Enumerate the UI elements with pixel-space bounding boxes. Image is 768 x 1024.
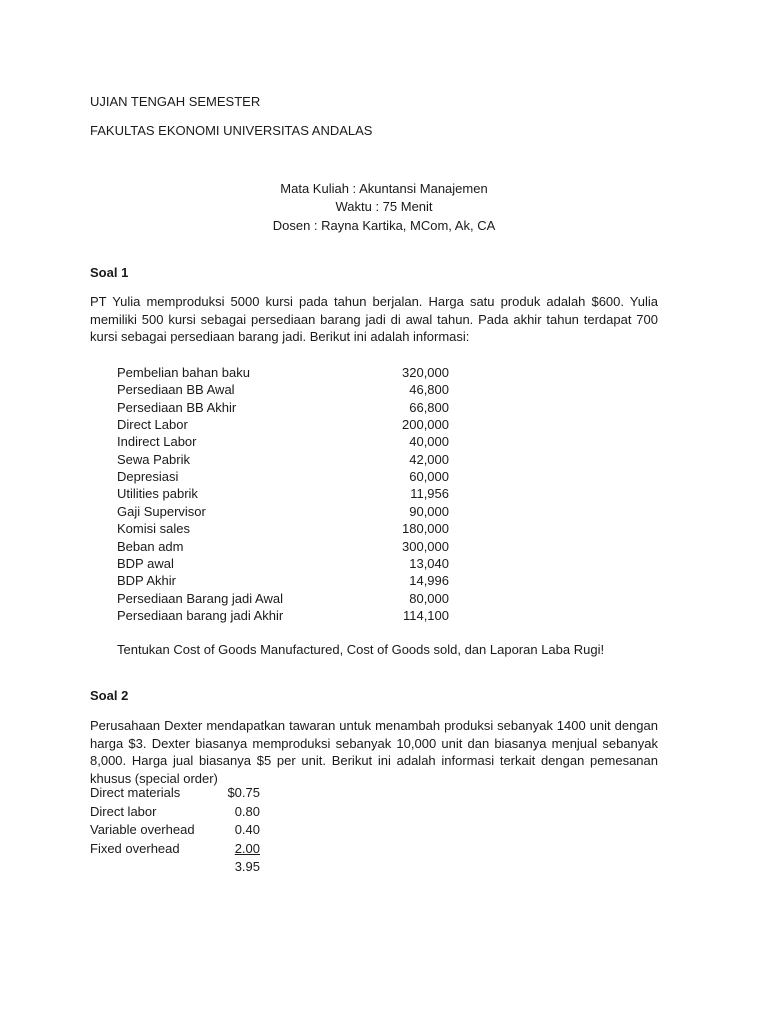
- soal1-instruction: Tentukan Cost of Goods Manufactured, Cost of Goods sold, dan Laporan Laba Rugi!: [117, 642, 605, 657]
- soal2-heading: Soal 2: [90, 688, 129, 703]
- soal1-item-value: 114,100: [402, 607, 449, 623]
- soal1-item-value: 90,000: [409, 503, 449, 519]
- soal1-item-label: Persediaan Barang jadi Awal: [117, 590, 283, 606]
- soal2-cost-row: [90, 822, 260, 840]
- soal1-item-label: Komisi sales: [117, 521, 190, 537]
- soal1-item-label: Persediaan BB Akhir: [117, 399, 237, 415]
- soal1-item-value: 300,000: [402, 538, 449, 554]
- soal2-cost-row: [90, 841, 260, 859]
- soal1-item-row: [117, 521, 449, 538]
- soal1-item-label: BDP Akhir: [117, 573, 177, 589]
- soal1-item-row: [117, 539, 449, 556]
- soal1-item-row: [117, 365, 449, 382]
- soal2-total-value: 3.95: [234, 859, 260, 874]
- soal1-item-value: 14,996: [409, 573, 449, 589]
- soal2-cost-label: Variable overhead: [90, 822, 195, 838]
- exam-duration: Waktu : 75 Menit: [335, 199, 433, 214]
- soal1-item-label: Direct Labor: [117, 417, 188, 433]
- soal1-item-label: Indirect Labor: [117, 434, 197, 450]
- soal1-item-value: 200,000: [402, 417, 449, 433]
- soal1-item-value: 11,956: [410, 486, 449, 502]
- soal1-item-label: BDP awal: [117, 555, 174, 571]
- soal1-item-label: Utilities pabrik: [117, 486, 198, 502]
- soal2-cost-value: 0.80: [234, 803, 260, 819]
- soal2-cost-label: Fixed overhead: [90, 840, 180, 856]
- soal1-item-value: 40,000: [409, 434, 449, 450]
- soal2-cost-row: [90, 785, 260, 803]
- soal1-item-row: [117, 417, 449, 434]
- soal1-item-label: Persediaan BB Awal: [117, 382, 235, 398]
- soal1-item-label: Persediaan barang jadi Akhir: [117, 607, 284, 623]
- course-name: Mata Kuliah : Akuntansi Manajemen: [280, 181, 488, 196]
- soal1-item-row: [117, 434, 449, 451]
- soal1-item-row: [117, 452, 449, 469]
- soal1-heading: Soal 1: [90, 265, 129, 280]
- soal2-total-row: [90, 859, 260, 877]
- soal2-cost-value: $0.75: [227, 785, 260, 800]
- soal1-item-value: 60,000: [409, 469, 449, 485]
- soal1-item-label: Beban adm: [117, 538, 184, 554]
- soal1-item-value: 80,000: [409, 590, 449, 606]
- soal2-cost-label: Direct materials: [90, 785, 181, 800]
- soal1-item-label: Pembelian bahan baku: [117, 365, 250, 380]
- soal2-cost-row: [90, 804, 260, 822]
- soal1-item-row: [117, 573, 449, 590]
- soal1-item-label: Gaji Supervisor: [117, 503, 206, 519]
- exam-title: UJIAN TENGAH SEMESTER: [90, 94, 261, 109]
- soal1-item-value: 13,040: [409, 555, 449, 571]
- soal1-item-row: [117, 556, 449, 573]
- lecturer-name: Dosen : Rayna Kartika, MCom, Ak, CA: [272, 218, 496, 233]
- soal1-item-row: [117, 469, 449, 486]
- soal1-item-row: [117, 382, 449, 399]
- soal2-paragraph: Perusahaan Dexter mendapatkan tawaran untuk menambah produksi sebanyak 1400 unit dengan harga $3. Dexter biasanya memproduksi sebanyak 10,000 unit dan biasanya menjual sebanyak 8,000. Harga jual biasanya $5 per unit. Berikut ini adalah informasi terkait dengan pemesanan khusus (special order): [90, 718, 658, 786]
- soal1-item-row: [117, 400, 449, 417]
- soal2-cost-value: 2.00: [234, 840, 260, 856]
- soal1-item-row: [117, 608, 449, 625]
- soal1-item-row: [117, 591, 449, 608]
- soal1-item-value: 66,800: [409, 399, 449, 415]
- soal1-item-row: [117, 486, 449, 503]
- soal1-item-row: [117, 504, 449, 521]
- soal1-item-value: 180,000: [402, 521, 449, 537]
- soal2-cost-label: Direct labor: [90, 803, 157, 819]
- soal1-paragraph: PT Yulia memproduksi 5000 kursi pada tahun berjalan. Harga satu produk adalah $600. Yulia memiliki 500 kursi sebagai persediaan barang jadi di awal tahun. Pada akhir tahun terdapat 700 kursi sebagai persediaan barang jadi. Berikut ini adalah informasi:: [90, 294, 658, 344]
- soal1-item-label: Depresiasi: [117, 469, 179, 485]
- soal1-item-value: 320,000: [402, 365, 449, 380]
- soal2-cost-value: 0.40: [234, 822, 260, 838]
- soal1-item-value: 46,800: [409, 382, 449, 398]
- soal1-item-label: Sewa Pabrik: [117, 451, 190, 467]
- faculty-name: FAKULTAS EKONOMI UNIVERSITAS ANDALAS: [90, 123, 373, 138]
- soal1-item-value: 42,000: [409, 451, 449, 467]
